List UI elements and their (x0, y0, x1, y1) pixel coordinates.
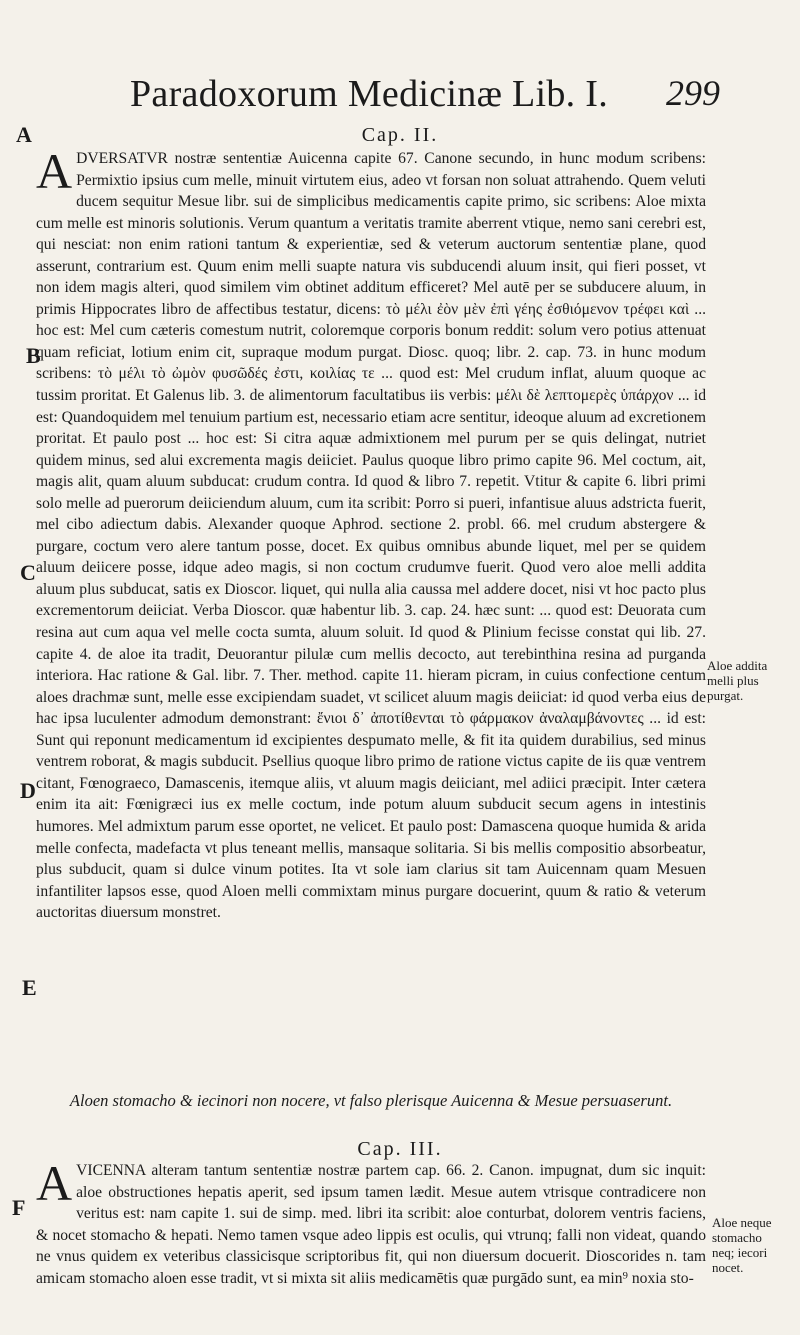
drop-cap: A (36, 143, 73, 199)
margin-note (707, 658, 767, 703)
margin-marker-d: D (20, 778, 36, 803)
margin-note-line: neq; iecori (712, 1245, 768, 1260)
chapter-body (36, 1155, 706, 1289)
chapter-text: VICENNA alteram tantum sententiæ nostræ partem cap. 66. 2. Canon. impugnat, dum sic inquit: aloe obstructiones hepatis aperit, sed ipsum tamen lædit. Mesue autem vtrisque contradicere non veritus est: nam capite 1. sui de simp. med. libri ita scribit: aloe conturbat, dolorem ventris faciens, & nocet stomacho & hepati. Nemo tamen vsque adeo lippis est oculis, qui vtrunq; falli non videat, quando ne vnus quidem ex veteribus classicisque scriptoribus fit, qui non diuersum docuerit. Dioscorides n. tam amicam stomacho aloen esse tradit, vt si mixta sit aliis medicamētis quæ purgādo sunt, ea min⁹ noxia sto- (36, 1162, 706, 1287)
margin-note-line: stomacho (712, 1230, 762, 1245)
margin-note-line: nocet. (712, 1260, 744, 1275)
chapter-heading: Cap. II. (361, 124, 439, 146)
margin-marker-e: E (22, 975, 37, 1000)
margin-marker-a: A (16, 122, 32, 147)
margin-note-line: Aloe neque (712, 1215, 772, 1230)
margin-note-line: Aloe addita (707, 658, 768, 673)
page-header (130, 72, 720, 115)
chapter-body (36, 143, 706, 924)
running-title: Paradoxorum Medicinæ Lib. I. (130, 73, 609, 115)
margin-note-line: purgat. (707, 688, 744, 703)
page-number: 299 (666, 73, 720, 113)
margin-marker-b: B (26, 343, 41, 368)
margin-marker-f: F (12, 1195, 26, 1220)
margin-marker-c: C (20, 560, 36, 585)
chapter-heading: Cap. III. (357, 1138, 443, 1160)
drop-cap: A (36, 1155, 73, 1211)
margin-note (712, 1215, 772, 1275)
margin-note-line: melli plus (707, 673, 759, 688)
chapter-text: DVERSATVR nostræ sententiæ Auicenna capite 67. Canone secundo, in hunc modum scribens: Permixtio ipsius cum melle, minuit virtutem eius, adeo vt forsan non soluat attrahendo. Quem veluti ducem sequitur Mesue libr. sui de simplicibus medicamentis capite primo, sic scribens: Aloe mixta cum melle est minoris solutionis. Verum quantum a veritatis tramite aberrent vtique, nemo sani cerebri est, qui nesciat: non enim rationi tantum & experientiæ, sed & veterum auctorum sententiæ plane, quod asserunt, contrarium est. Quum enim melli suapte natura vis subducendi aluum insit, qui fieri posset, vt non idem magis alteri, quod similem vim obtinet additum efficeret? Mel autē per se subducere aluum, in primis Hippocrates libro de affectibus testatur, dicens: τὸ μέλι ἐὸν μὲν ἐπὶ γέης ἐσθιόμενον τρέφει καὶ ... hoc est: Mel cum cæteris comestum nutrit, coloremque corporis bonum reddit: solum vero potius attenuat quam reficiat, lotium enim cit, supraque modum purgat. Diosc. quoq; libr. 2. cap. 73. in hunc modum scribens: τὸ μέλι τὸ ὠμὸν φυσῶδές ἐστι, κοιλίας τε ... quod est: Mel crudum inflat, aluum quoque ac tussim proritat. Et Galenus lib. 3. de alimentorum facultatibus iis verbis: μέλι δὲ λεπτομερὲς ὑπάρχον ... id est: Quandoquidem mel tenuium partium est, necessario etiam acre sentitur, ideoque aluum ad excretionem proritat. Et paulo post ... hoc est: Si citra aquæ admixtionem mel purum per se quis delingat, nutriet quidem minus, sed alui excrementa magis deiiciet. Paulus quoque libro primo capite 96. Mel coctum, ait, magis alit, quam aluum subducat: crudum contra. Id quod & libro 7. repetit. Vtitur & capite 6. libri primi solo melle ad puerorum deiiciendum aluum, cum ita scribit: Porro si pueri, infantisue aluus adstricta fuerit, mel cibo adiectum dabis. Alexander quoque Aphrod. sectione 2. probl. 66. mel crudum abstergere & purgare, coctum vero alere tantum posse, docet. Ex quibus omnibus abunde liquet, mel per se quidem aluum deiicere posse, idque adeo magis, si non coctum crudumve fuerit. Quod vero aloe melli addita aluum plus subducat, satis ex Dioscor. liquet, qui nulla alia caussa mel addere docet, nisi vt hoc pacto plus excrementorum deiiciat. Verba Dioscor. quæ habentur lib. 3. cap. 24. hæc sunt: ... quod est: Deuorata cum resina aut cum aqua vel melle cocta sumta, aluum soluit. Id quod & Plinium fecisse constat qui lib. 27. capite 4. de aloe ita tradit, Deuorantur pilulæ cum mellis decocto, aut terebinthina resina ad purganda interiora. Hac ratione & Gal. libr. 7. Ther. method. capite 11. hieram picram, in cuius confectione centum aloes drachmæ sunt, melle esse excipiendam suadet, vt scilicet aluum magis deiiciat: id quod verba eius de hac ipsa luculenter admodum demonstrant: ἔνιοι δ᾽ ἀποτίθενται τὸ φάρμακον ἀναλαμβάνοντες ... id est: Sunt qui reponunt medicamentum id excipientes despumato melle, & fit ita quidem durabilius, sed minus ventrem roborat, & magis subducit. Psellius quoque libro primo de ratione victus capite de iis quæ ventrem citant, Fœnograeco, Damascenis, itemque aliis, vt aluum magis deiiciant, mel adiici præcipit. Inter cætera enim ita ait: Fœnigræci ius ex melle coctum, inde potum aluum subducit secum agens in intestinis humores. Mel admixtum parum esse oportet, ne velicet. Et paulo post: Damascena quoque humida & arida melle confecta, madefacta vt plus teneant mellis, mansaque solitaria. Si bis mellis compositio absorbeatur, plus subducit, quam si dulce vinum potites. Ita vt sole iam clarius sit tam Auicennam quam Mesuen infantiliter lapsos esse, quod Aloen melli commixtam minus purgare docuerint, quum & ratio & veterum auctoritas diuersum monstret. (36, 150, 706, 922)
chapter-summary: Aloen stomacho & iecinori non nocere, vt falso plerisque Auicenna & Mesue persuaserunt. (69, 1091, 673, 1110)
